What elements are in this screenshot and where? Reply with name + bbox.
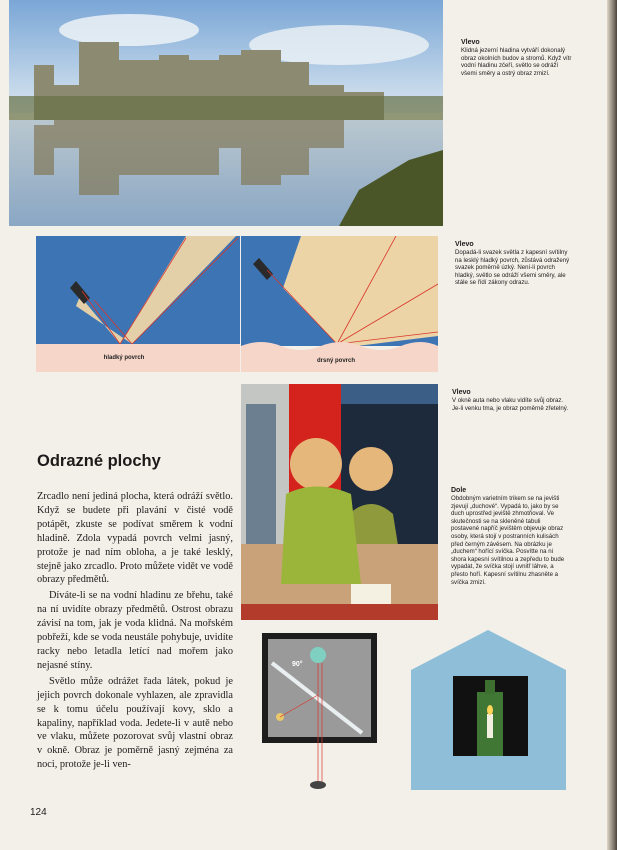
- rough-surface-label: drsný povrch: [316, 358, 355, 364]
- caption-title: Dole: [451, 487, 467, 494]
- smooth-surface-diagram: [36, 236, 240, 372]
- castle-lake-photo: [9, 0, 443, 226]
- paragraph-3: Světlo může odrážet řada látek, pokud je jejich povrch dokonale vyhlazen, ale zpravidla se k tomu účelu používají kovy, sklo a kapaliny, například voda. Jedete-li v autě nebo ve vlaku, můžete pozorovat svůj vlastní obraz v okně. Obraz je poměrně jasný zejména za noci, protože je-li ven-: [37, 675, 233, 771]
- caption-title: Vlevo: [455, 241, 474, 248]
- page-number: 124: [30, 807, 47, 818]
- ghost-trick-top-view: [262, 633, 377, 791]
- article-heading: [37, 452, 233, 471]
- paragraph-1: Zrcadlo není jediná plocha, která odráží světlo. Když se budete při plavání v čisté vodě potápět, zkuste se podívat směrem k vodní hladině. Zdola vypadá povrch velmi jasný, protože je nad ním obloha, a je také lesklý, stejně jako zrcadlo. Proto můžete vidět ve vodě obrazy předmětů.: [37, 491, 233, 586]
- rough-surface-diagram: [241, 236, 438, 372]
- caption-title: Vlevo: [461, 39, 480, 46]
- page-heading: Odrazné plochy: [37, 452, 161, 470]
- caption-text: Dopadá-li svazek světla z kapesní svítilny na lesklý hladký povrch, zůstává odražený svazek poměrně úzký. Není-li povrch hladký, světlo se odráží všemi směry, ale stále se řídí zákony odrazu.: [455, 249, 570, 287]
- paragraph-2: Díváte-li se na vodní hladinu ze břehu, také na ní uvidíte obrazy předmětů. Ostrost obrazu závisí na tom, jak je voda klidná. Na mořském pobřeží, kde se voda neustále pohybuje, uvidíte racky nebo letadla letící nad mořem jako nejasné stíny.: [37, 590, 233, 671]
- surfaces-caption: [455, 241, 573, 287]
- ghost-trick-front-view: [411, 630, 566, 790]
- window-caption: [452, 389, 570, 412]
- ghost-caption: [451, 487, 569, 586]
- angle-label: 90°: [292, 661, 303, 668]
- smooth-surface-label: hladký povrch: [103, 355, 145, 361]
- caption-title: Vlevo: [452, 389, 471, 396]
- train-window-illustration: [241, 384, 438, 620]
- article-body: [37, 490, 233, 774]
- book-spine-shadow: [607, 0, 617, 850]
- caption-text: Klidná jezerní hladina vytváří dokonalý obraz okolních budov a stromů. Když vítr vodní hladinu zčeří, světlo se odráží všemi směry a ostrý obraz zmizí.: [461, 47, 572, 77]
- castle-caption: [461, 39, 573, 77]
- caption-text: V okně auta nebo vlaku vidíte svůj obraz. Je-li venku tma, je obraz poměrně zřetelný.: [452, 397, 569, 412]
- caption-text: Obdobným varietním trikem se na jevišti zjevují „duchové“. Vypadá to, jako by se duch uprostřed jeviště zhmotňoval. Ve skutečnosti se na skleněné tabuli postavené napříč jevištěm objevuje obraz osoby, která stojí v postranních kulisách před černým závěsem. Na obrázku je „duchem“ hořící svíčka. Posvítte na ni shora kapesní svítilnou a zepředu to bude vypadat, že svíčka stojí uvnitř láhve, a přesto hoří. Kapesní svítilnu zhasněte a svíčka zmizí.: [451, 495, 565, 586]
